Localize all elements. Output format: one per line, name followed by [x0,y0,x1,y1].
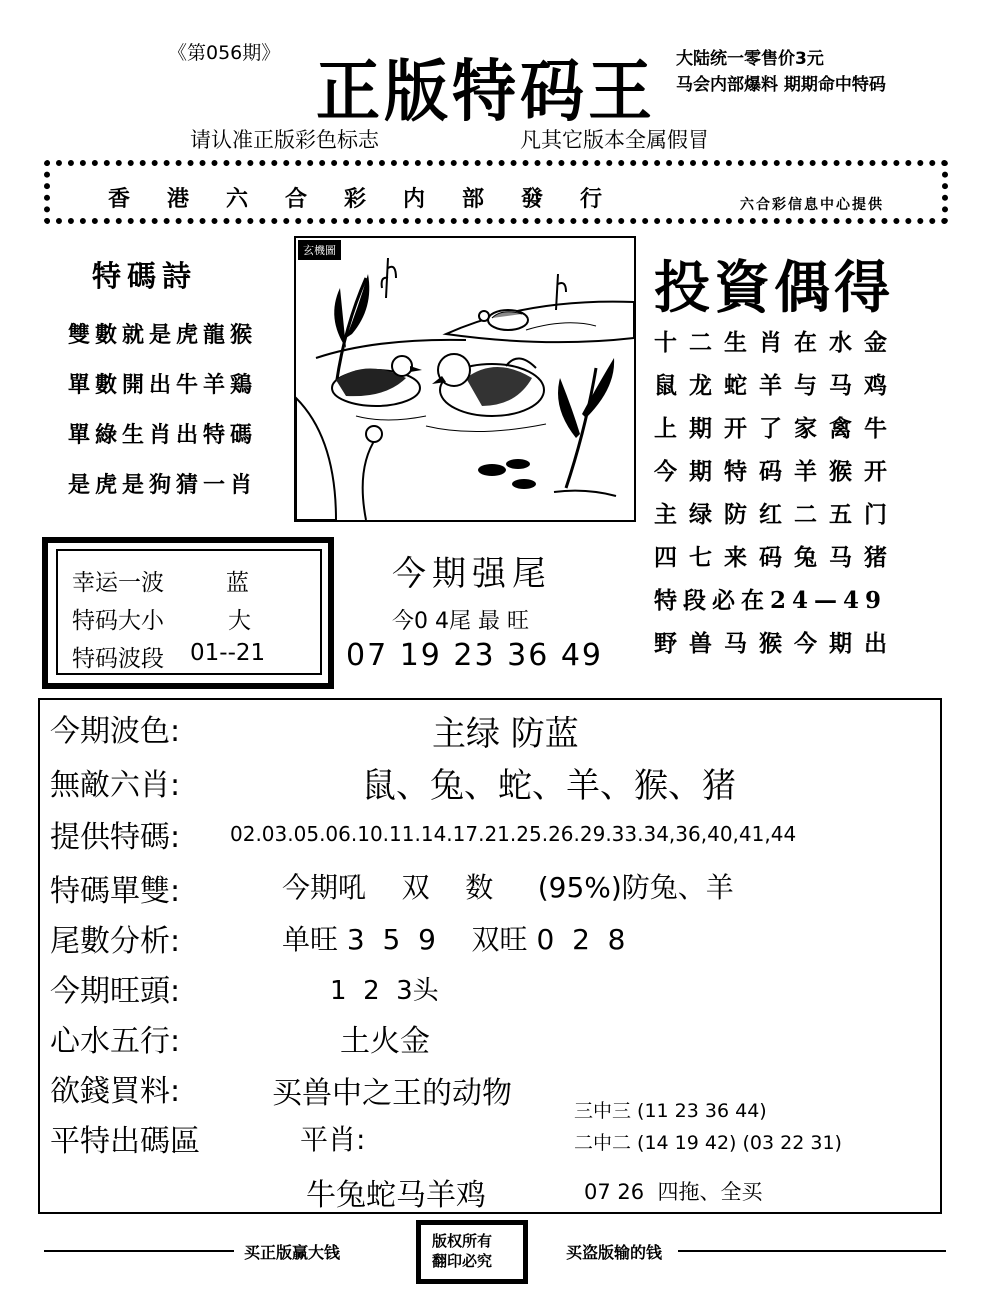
footer-divider-right [678,1250,946,1252]
footer-left-text: 买正版赢大钱 [244,1243,341,1262]
invest-line: 十二生肖在水金 [654,329,899,356]
lucky-size-value: 大 [228,608,251,634]
poem-line: 是虎是狗猜一肖 [68,472,258,498]
wave-color-label: 今期波色: [50,714,181,749]
footer-right-text: 买盗版输的钱 [566,1243,663,1262]
invest-line: 今期特码羊猴开 [654,458,899,485]
duck-pond-illustration [296,238,634,520]
mystery-picture [294,236,636,522]
price-text: 大陆统一零售价3元 [676,49,824,69]
inside-info-text: 马会内部爆料 期期命中特码 [676,75,886,95]
head-label: 今期旺頭: [50,974,181,1009]
odd-even-value: 今期吼 双 数 (95%)防兔、羊 [282,871,734,904]
strong-tail-numbers: 07 19 23 36 49 [346,638,604,673]
strong-tail-title: 今期强尾 [392,554,552,594]
poem-line: 雙數就是虎龍猴 [68,322,258,348]
odd-even-label: 特碼單雙: [50,874,181,909]
poem-line: 單綠生肖出特碼 [68,422,258,448]
picture-tag: 玄機圖 [298,240,341,260]
banner-title: 香港六合彩内部發行 [108,186,640,212]
money-label: 欲錢買料: [50,1074,181,1109]
element-value: 土火金 [340,1024,430,1059]
six-zodiac-label: 無敵六肖: [50,768,181,803]
notice-right: 凡其它版本全属假冒 [520,128,709,152]
wave-color-value: 主绿 防蓝 [432,714,579,754]
flat-label: 平特出碼區 [50,1124,200,1159]
duck-right [432,354,544,416]
duck-left [332,356,422,406]
six-zodiac-value: 鼠、兔、蛇、羊、猴、猪 [362,766,736,806]
copyright-line-2: 翻印必究 [432,1252,493,1270]
page-title: 正版特码王 [316,52,656,132]
invest-line: 鼠龙蛇羊与马鸡 [654,372,899,399]
strong-tail-subtitle: 今0 4尾 最 旺 [392,609,529,634]
combo-three: 三中三 (11 23 36 44) [574,1100,767,1122]
invest-title: 投資偶得 [654,255,894,321]
drag-line: 07 26 四拖、全买 [584,1180,763,1204]
invest-line: 主绿防红二五门 [654,501,899,528]
banner-credit: 六合彩信息中心提供 [740,197,884,213]
provide-value: 02.03.05.06.10.11.14.17.21.25.26.29.33.34,36,40,41,44 [230,822,797,846]
head-value: 1 2 3头 [330,976,439,1006]
poem-line: 單數開出牛羊鶏 [68,372,258,398]
tail-value: 单旺 3 5 9 双旺 0 2 8 [282,923,626,956]
zodiac-line: 牛兔蛇马羊鸡 [306,1178,486,1213]
footer-divider-left [44,1250,234,1252]
combo-two: 二中二 (14 19 42) (03 22 31) [574,1132,842,1154]
issue-number: 《第056期》 [168,42,281,64]
notice-left: 请认准正版彩色标志 [190,128,379,152]
flat-value: 平肖: [300,1123,366,1156]
poem-title: 特碼詩 [92,259,198,293]
invest-line: 特段必在24—49 [654,587,888,614]
lucky-range-label: 特码波段 [72,646,164,672]
lucky-size-label: 特码大小 [72,608,164,634]
money-value: 买兽中之王的动物 [272,1076,512,1111]
invest-line: 野兽马猴今期出 [654,630,899,657]
invest-line: 四七来码兔马猪 [654,544,899,571]
provide-label: 提供特碼: [50,820,181,855]
element-label: 心水五行: [50,1024,181,1059]
lucky-wave-value: 蓝 [226,570,249,596]
copyright-line-1: 版权所有 [432,1232,493,1250]
lucky-wave-label: 幸运一波 [72,570,164,596]
tail-label: 尾數分析: [50,924,181,959]
lucky-range-value: 01--21 [190,640,266,666]
invest-line: 上期开了家禽牛 [654,415,899,442]
